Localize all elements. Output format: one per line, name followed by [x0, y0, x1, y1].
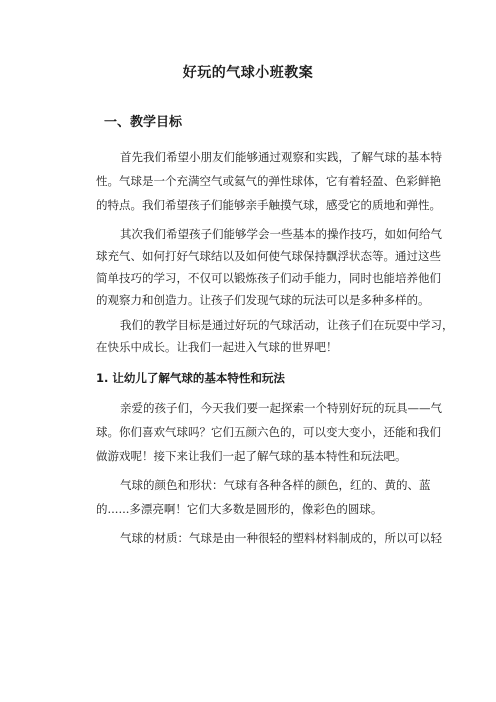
paragraph-line: 亲爱的孩子们，今天我们要一起探索一个特别好玩的玩具——气: [120, 401, 442, 415]
paragraph-line: 的观察力和创造力。让孩子们发现气球的玩法可以是多种多样的。: [96, 293, 430, 307]
paragraph-line: 我们的教学目标是通过好玩的气球活动，让孩子们在玩耍中学习，: [120, 318, 454, 332]
paragraph-line: 简单技巧的学习，不仅可以锻炼孩子们动手能力，同时也能培养他们: [96, 271, 441, 285]
paragraph-line: 球充气、如何打好气球结以及如何使气球保持飘浮状态等。通过这些: [96, 249, 441, 263]
paragraph-line: 首先我们希望小朋友们能够通过观察和实践，了解气球的基本特: [120, 150, 442, 164]
document-title: 好玩的气球小班教案: [182, 65, 314, 81]
paragraph-line: 气球的材质：气球是由一种很轻的塑料材料制成的，所以可以轻: [120, 531, 442, 545]
paragraph-line: 其次我们希望孩子们能够学会一些基本的操作技巧，如如何给气: [120, 227, 442, 241]
paragraph-line: 的特点。我们希望孩子们能够亲手触摸气球，感受它的质地和弹性。: [96, 198, 441, 212]
section-heading-balloon-properties: 1. 让幼儿了解气球的基本特性和玩法: [96, 371, 285, 385]
paragraph-line: 的......多漂亮啊！它们大多数是圆形的，像彩色的圆球。: [96, 502, 383, 516]
paragraph-line: 性。气球是一个充满空气或氦气的弹性球体，它有着轻盈、色彩鲜艳: [96, 174, 441, 188]
paragraph-line: 在快乐中成长。让我们一起进入气球的世界吧！: [96, 340, 338, 354]
paragraph-line: 气球的颜色和形状：气球有各种各样的颜色，红的、黄的、蓝: [120, 478, 431, 492]
section-heading-teaching-goals: 一、教学目标: [104, 115, 183, 130]
paragraph-line: 球。你们喜欢气球吗？它们五颜六色的，可以变大变小，还能和我们: [96, 425, 441, 439]
paragraph-line: 做游戏呢！接下来让我们一起了解气球的基本特性和玩法吧。: [96, 449, 407, 463]
